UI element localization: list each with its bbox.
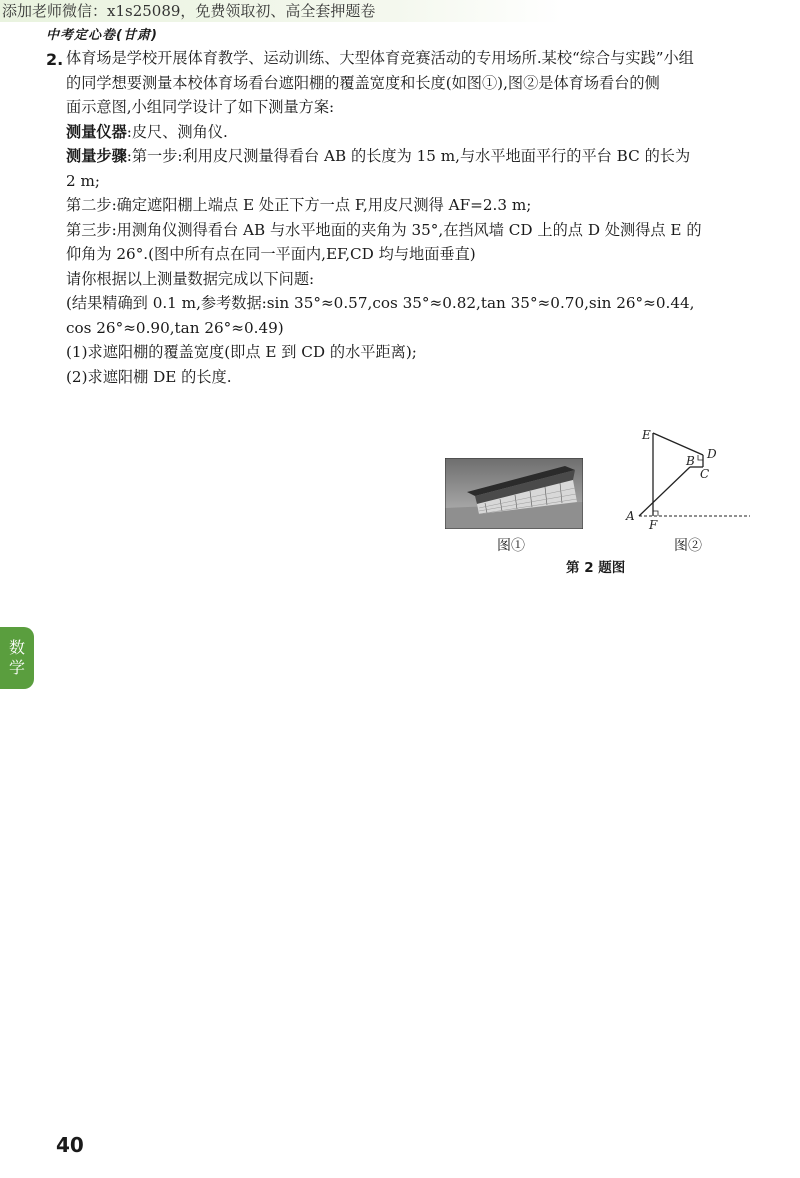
point-label-d: D: [707, 447, 717, 461]
intro-line-1: 体育场是学校开展体育教学、运动训练、大型体育竞赛活动的专用场所.某校“综合与实践”小组: [66, 49, 694, 67]
figure-caption: 第 2 题图: [566, 560, 626, 576]
steps-label: 测量步骤: [66, 147, 127, 165]
step1-line: [66, 144, 756, 169]
step1-text: :第一步:利用皮尺测量得看台 AB 的长度为 15 m,与水平地面平行的平台 BC 的长为: [126, 147, 691, 165]
figure-2-label: 图②: [674, 538, 702, 554]
point-label-e: E: [642, 428, 651, 442]
stadium-photo: [445, 458, 583, 529]
watermark-banner: 添加老师微信：x1s25089，免费领取初、高全套押题卷: [0, 0, 562, 22]
subquestion-1: (1)求遮阳棚的覆盖宽度(即点 E 到 CD 的水平距离);: [66, 343, 417, 361]
subject-tab-math: [0, 627, 34, 689]
subject-tab-char-1: 数: [8, 638, 25, 657]
figure-1-label: 图①: [497, 538, 525, 554]
point-label-f: F: [649, 518, 658, 532]
step3-line-2: 仰角为 26°.(图中所有点在同一平面内,EF,CD 均与地面垂直): [66, 245, 476, 263]
question-body: [66, 46, 756, 389]
subquestion-2: (2)求遮阳棚 DE 的长度.: [66, 367, 232, 386]
point-label-b: B: [686, 454, 695, 468]
instrument-label: 测量仪器: [66, 122, 127, 141]
side-view-diagram: [620, 425, 755, 535]
page-number: 40: [56, 1133, 84, 1157]
page-header: 中考定心卷(甘肃): [46, 28, 158, 43]
point-label-a: A: [626, 509, 635, 523]
prompt-line: 请你根据以上测量数据完成以下问题:: [66, 269, 315, 288]
instrument-line: [66, 120, 756, 145]
instrument-text: :皮尺、测角仪.: [126, 122, 228, 141]
step3-line: 第三步:用测角仪测得看台 AB 与水平地面的夹角为 35°,在挡风墙 CD 上的点 D 处测得点 E 的: [66, 220, 702, 239]
point-label-c: C: [700, 467, 710, 481]
step1-line-2: 2 m;: [66, 171, 101, 190]
intro-line-2: 的同学想要测量本校体育场看台遮阳棚的覆盖宽度和长度(如图①),图②是体育场看台的侧: [66, 73, 660, 92]
step2-line: 第二步:确定遮阳棚上端点 E 处正下方一点 F,用皮尺测得 AF=2.3 m;: [66, 196, 532, 214]
question-number: 2.: [46, 50, 64, 69]
intro-line-3: 面示意图,小组同学设计了如下测量方案:: [66, 98, 335, 116]
subject-tab-char-2: 学: [8, 658, 25, 677]
reference-line-2: cos 26°≈0.90,tan 26°≈0.49): [66, 318, 284, 337]
reference-line: (结果精确到 0.1 m,参考数据:sin 35°≈0.57,cos 35°≈0.82,tan 35°≈0.70,sin 26°≈0.44,: [66, 294, 695, 312]
